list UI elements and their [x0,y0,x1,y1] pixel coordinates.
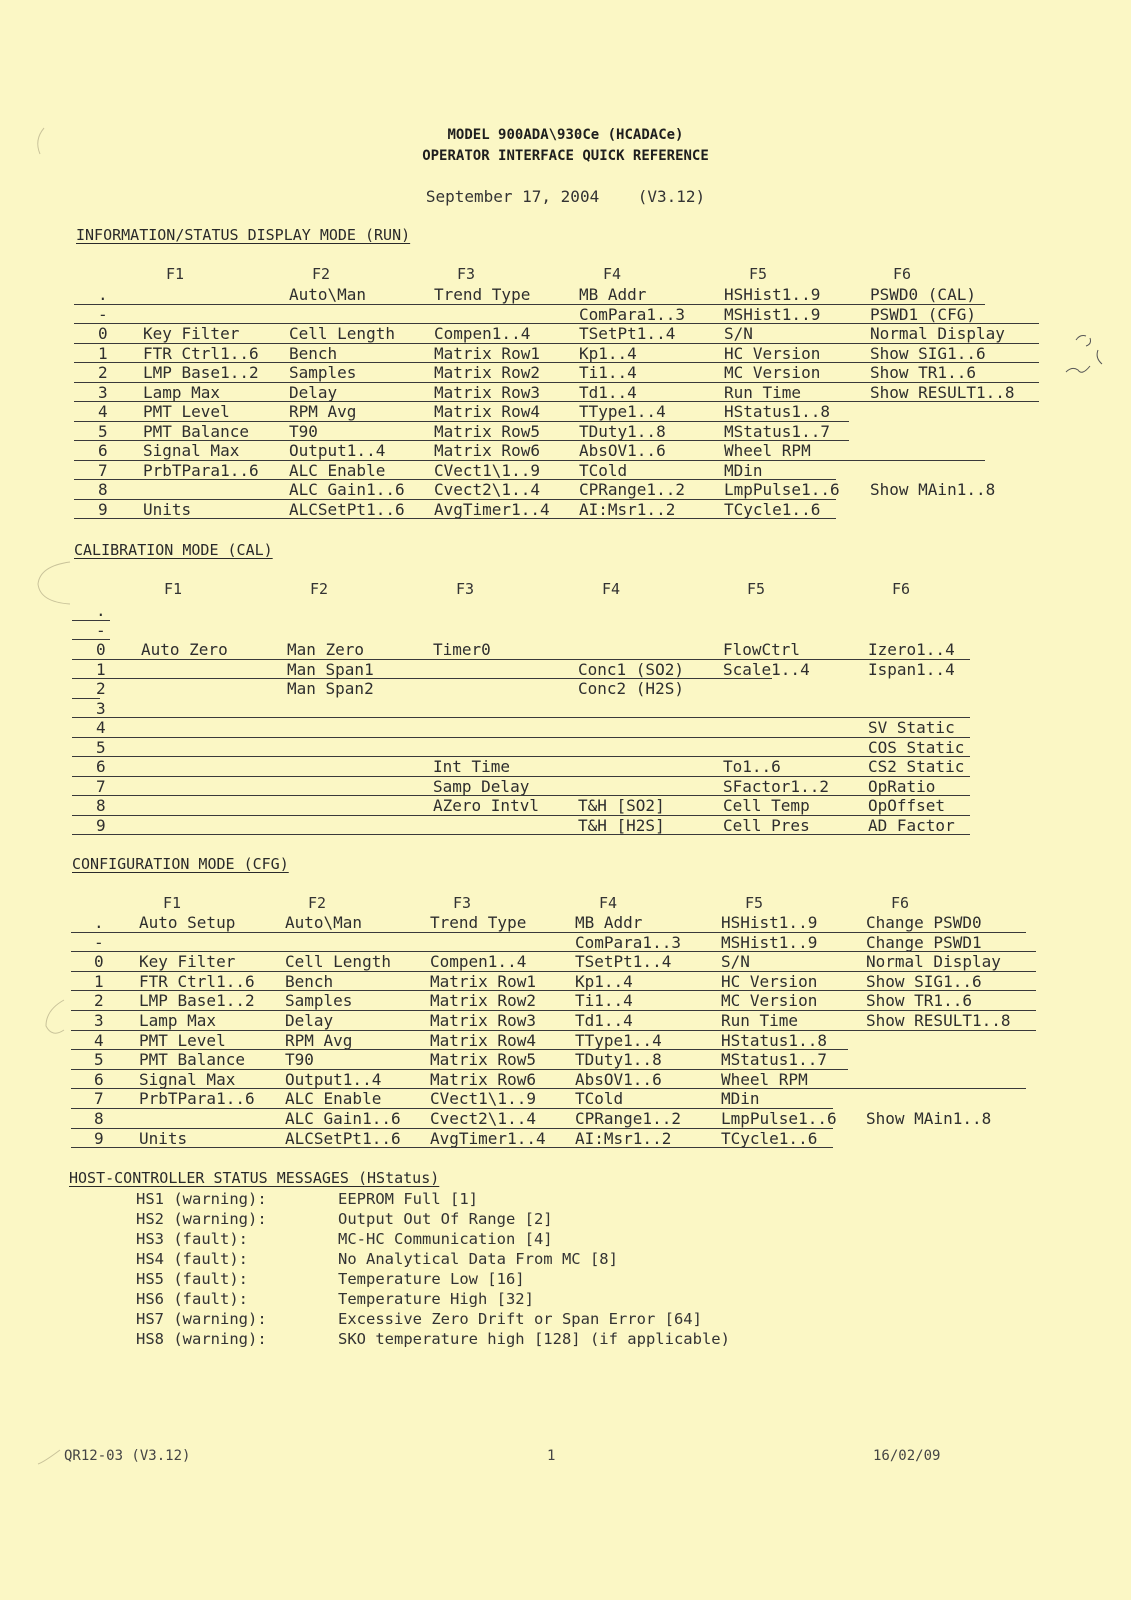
cal-cell: Man Span2 [287,679,374,698]
cfg-cell: Show SIG1..6 [866,971,982,991]
run-col-header: F1 [166,265,185,283]
cal-cell: Timer0 [433,640,491,659]
run-row-key: 8 [98,480,108,499]
run-cell: Bench [289,343,338,363]
run-cell: MDin [724,460,763,480]
run-row-key: 4 [98,402,108,421]
run-cell: ALC Enable [289,460,386,480]
cfg-cell: Matrix Row4 [430,1030,536,1050]
hstatus-code: HS8 (warning): [136,1330,267,1348]
cfg-cell: MSHist1..9 [721,932,818,952]
run-cell: S/N [724,324,753,343]
cal-cell: OpRatio [868,776,936,796]
hstatus-text: EEPROM Full [1] [338,1190,478,1208]
cfg-col-header: F4 [599,894,618,912]
cal-row-key: 1 [96,659,106,679]
hstatus-text: Excessive Zero Drift or Span Error [64] [338,1310,702,1328]
run-cell: Matrix Row5 [434,421,540,441]
cfg-row-key: 6 [94,1069,104,1089]
cal-cell: AD Factor [868,815,955,835]
scan-mark [38,128,44,154]
cfg-cell: Change PSWD1 [866,932,982,952]
cfg-col-header: F3 [453,894,472,912]
run-cell: HSHist1..9 [724,285,821,304]
cal-cell: Izero1..4 [868,640,955,659]
cfg-heading: CONFIGURATION MODE (CFG) [72,855,289,873]
run-cell: TType1..4 [579,402,666,421]
handwritten-mark [1066,336,1102,373]
cfg-cell: PMT Balance [139,1050,245,1070]
cfg-row-key: 2 [94,991,104,1011]
run-cell: MC Version [724,363,821,382]
run-cell: PrbTPara1..6 [143,460,259,480]
cal-cell: T&H [H2S] [578,815,665,835]
run-cell: MSHist1..9 [724,304,821,324]
run-cell: Lamp Max [143,382,221,402]
run-cell: Wheel RPM [724,441,811,460]
cal-heading: CALIBRATION MODE (CAL) [74,541,273,559]
run-cell: TDuty1..8 [579,421,666,441]
cfg-cell: AI:Msr1..2 [575,1128,672,1148]
hstatus-code: HS3 (fault): [136,1230,248,1248]
run-cell: T90 [289,421,318,441]
run-cell: Kp1..4 [579,343,637,363]
cal-row-key: - [96,620,106,640]
scan-mark [38,562,70,604]
run-cell: Normal Display [870,324,1005,343]
run-cell: Matrix Row4 [434,402,540,421]
cfg-cell: Auto Setup [139,913,236,932]
run-row-key: 9 [98,499,108,519]
cal-row-key: 8 [96,796,106,815]
cfg-row-key: 7 [94,1089,104,1109]
cfg-cell: TSetPt1..4 [575,952,672,972]
cfg-cell: FTR Ctrl1..6 [139,971,255,991]
cfg-cell: Cell Length [285,952,391,972]
run-cell: AbsOV1..6 [579,441,666,460]
run-cell: PSWD1 (CFG) [870,304,976,324]
cal-cell: AZero Intvl [433,796,539,815]
cfg-cell: HStatus1..8 [721,1030,827,1050]
run-col-header: F3 [457,265,476,283]
cal-row-key: 6 [96,757,106,776]
footer-doc-id: QR12-03 (V3.12) [64,1448,191,1464]
hstatus-code: HS7 (warning): [136,1310,267,1328]
cfg-cell: MStatus1..7 [721,1050,827,1070]
cfg-row-key: 4 [94,1030,104,1050]
hstatus-text: No Analytical Data From MC [8] [338,1250,618,1268]
run-cell: AvgTimer1..4 [434,499,550,519]
run-cell: Trend Type [434,285,531,304]
cal-cell: FlowCtrl [723,640,801,659]
cfg-cell: PMT Level [139,1030,226,1050]
cfg-cell: Run Time [721,1011,799,1030]
cfg-row-key: . [94,913,104,932]
cal-row-key: 0 [96,640,106,659]
run-cell: MB Addr [579,285,647,304]
cfg-cell: Trend Type [430,913,527,932]
run-cell: CPRange1..2 [579,480,685,499]
title-line-1: MODEL 900ADA\930Ce (HCADACe) [447,127,684,143]
cfg-cell: ComPara1..3 [575,932,681,952]
hstatus-text: Temperature High [32] [338,1290,534,1308]
run-row-key: . [98,285,108,304]
run-cell: LmpPulse1..6 [724,480,840,499]
run-cell: MStatus1..7 [724,421,830,441]
run-cell: Matrix Row3 [434,382,540,402]
run-cell: ComPara1..3 [579,304,685,324]
run-cell: Ti1..4 [579,363,637,382]
cal-col-header: F2 [310,580,329,598]
cfg-cell: Auto\Man [285,913,363,932]
cfg-cell: TType1..4 [575,1030,662,1050]
hstatus-code: HS6 (fault): [136,1290,248,1308]
run-cell: ALC Gain1..6 [289,480,405,499]
cfg-col-header: F6 [891,894,910,912]
hstatus-text: Output Out Of Range [2] [338,1210,553,1228]
run-cell: Delay [289,382,338,402]
cal-row-key: 2 [96,679,106,698]
cfg-cell: MDin [721,1089,760,1109]
run-cell: Matrix Row2 [434,363,540,382]
run-cell: HStatus1..8 [724,402,830,421]
run-cell: Key Filter [143,324,240,343]
cal-row-key: 7 [96,776,106,796]
cfg-cell: Show RESULT1..8 [866,1011,1011,1030]
run-cell: Samples [289,363,357,382]
hstatus-heading: HOST-CONTROLLER STATUS MESSAGES (HStatus) [69,1169,440,1187]
cfg-cell: Signal Max [139,1069,236,1089]
run-row-key: 1 [98,343,108,363]
hstatus-text: SKO temperature high [128] (if applicable) [338,1330,730,1348]
run-cell: Output1..4 [289,441,386,460]
cal-cell: Cell Pres [723,815,810,835]
run-cell: Show SIG1..6 [870,343,986,363]
cfg-col-header: F5 [745,894,764,912]
run-cell: Signal Max [143,441,240,460]
run-cell: HC Version [724,343,821,363]
run-col-header: F2 [312,265,331,283]
cfg-cell: TCycle1..6 [721,1128,818,1148]
cfg-cell: TCold [575,1089,624,1109]
run-cell: PSWD0 (CAL) [870,285,976,304]
cfg-cell: Cvect2\1..4 [430,1109,536,1128]
cfg-row-key: - [94,932,104,952]
run-cell: TCycle1..6 [724,499,821,519]
cal-row-key: 3 [96,698,106,718]
hstatus-text: Temperature Low [16] [338,1270,525,1288]
run-cell: Auto\Man [289,285,367,304]
run-col-header: F6 [893,265,912,283]
run-row-key: 5 [98,421,108,441]
cfg-cell: AbsOV1..6 [575,1069,662,1089]
cfg-cell: Key Filter [139,952,236,972]
cal-cell: SV Static [868,718,955,737]
cfg-col-header: F1 [163,894,182,912]
cfg-cell: AvgTimer1..4 [430,1128,546,1148]
run-cell: Units [143,499,192,519]
cal-cell: Man Span1 [287,659,374,679]
cfg-cell: Matrix Row1 [430,971,536,991]
cal-cell: To1..6 [723,757,781,776]
run-cell: Matrix Row6 [434,441,540,460]
run-cell: LMP Base1..2 [143,363,259,382]
cal-row-key: 5 [96,737,106,757]
cfg-cell: Td1..4 [575,1011,633,1030]
cfg-cell: Show MAin1..8 [866,1109,992,1128]
cfg-cell: Matrix Row5 [430,1050,536,1070]
run-row-key: 0 [98,324,108,343]
cal-cell: Ispan1..4 [868,659,955,679]
cal-cell: Scale1..4 [723,659,810,679]
cal-cell: Auto Zero [141,640,228,659]
cal-cell: COS Static [868,737,965,757]
run-cell: Cvect2\1..4 [434,480,540,499]
date-line: September 17, 2004 (V3.12) [425,187,706,206]
run-row-key: 6 [98,441,108,460]
hstatus-code: HS5 (fault): [136,1270,248,1288]
cfg-cell: RPM Avg [285,1030,353,1050]
run-col-header: F4 [603,265,622,283]
cfg-cell: Samples [285,991,353,1011]
cfg-cell: Matrix Row2 [430,991,536,1011]
cfg-row-key: 8 [94,1109,104,1128]
cfg-cell: Matrix Row6 [430,1069,536,1089]
run-heading: INFORMATION/STATUS DISPLAY MODE (RUN) [76,226,411,244]
cal-cell: Conc1 (SO2) [578,659,684,679]
run-row-key: 3 [98,382,108,402]
cfg-cell: Change PSWD0 [866,913,982,932]
cfg-cell: Bench [285,971,334,991]
cfg-cell: HC Version [721,971,818,991]
cfg-cell: Ti1..4 [575,991,633,1011]
run-cell: PMT Balance [143,421,249,441]
run-cell: Show RESULT1..8 [870,382,1015,402]
cal-col-header: F6 [892,580,911,598]
hstatus-text: MC-HC Communication [4] [338,1230,553,1248]
footer-print-date: 16/02/09 [873,1448,941,1464]
cal-cell: Samp Delay [433,776,530,796]
cal-cell: Man Zero [287,640,365,659]
run-cell: Show MAin1..8 [870,480,996,499]
run-cell: Show TR1..6 [870,363,976,382]
cal-cell: CS2 Static [868,757,965,776]
cfg-cell: Show TR1..6 [866,991,972,1011]
cfg-cell: Delay [285,1011,334,1030]
hstatus-code: HS2 (warning): [136,1210,267,1228]
run-cell: Compen1..4 [434,324,531,343]
cal-col-header: F3 [456,580,475,598]
cfg-cell: Output1..4 [285,1069,382,1089]
hstatus-code: HS4 (fault): [136,1250,248,1268]
run-cell: Cell Length [289,324,395,343]
cfg-row-key: 3 [94,1011,104,1030]
cfg-cell: LMP Base1..2 [139,991,255,1011]
cal-cell: Cell Temp [723,796,810,815]
cal-col-header: F4 [602,580,621,598]
cfg-cell: S/N [721,952,750,972]
run-col-header: F5 [749,265,768,283]
title-line-2: OPERATOR INTERFACE QUICK REFERENCE [422,148,709,164]
cfg-cell: Compen1..4 [430,952,527,972]
run-row-key: - [98,304,108,324]
run-cell: Matrix Row1 [434,343,540,363]
run-row-key: 7 [98,460,108,480]
run-cell: AI:Msr1..2 [579,499,676,519]
cfg-cell: PrbTPara1..6 [139,1089,255,1109]
cfg-cell: MB Addr [575,913,643,932]
cfg-col-header: F2 [308,894,327,912]
cal-cell: SFactor1..2 [723,776,829,796]
scan-mark [46,1000,64,1033]
footer-page-number: 1 [547,1448,556,1464]
cal-cell: Int Time [433,757,511,776]
cal-row-key: 9 [96,815,106,835]
cfg-row-key: 0 [94,952,104,972]
cfg-cell: Kp1..4 [575,971,633,991]
cfg-cell: LmpPulse1..6 [721,1109,837,1128]
cfg-cell: Units [139,1128,188,1148]
run-cell: PMT Level [143,402,230,421]
cfg-row-key: 9 [94,1128,104,1148]
cal-col-header: F1 [164,580,183,598]
run-cell: CVect1\1..9 [434,460,540,480]
cal-row-key: 4 [96,718,106,737]
cfg-cell: CVect1\1..9 [430,1089,536,1109]
cal-row-key: . [96,601,106,620]
cfg-cell: HSHist1..9 [721,913,818,932]
hstatus-code: HS1 (warning): [136,1190,267,1208]
cfg-cell: Wheel RPM [721,1069,808,1089]
cfg-cell: Lamp Max [139,1011,217,1030]
run-cell: Run Time [724,382,802,402]
cfg-cell: MC Version [721,991,818,1011]
cfg-cell: Normal Display [866,952,1001,972]
cfg-cell: T90 [285,1050,314,1070]
cfg-cell: ALCSetPt1..6 [285,1128,401,1148]
run-cell: RPM Avg [289,402,357,421]
cfg-row-key: 1 [94,971,104,991]
run-cell: FTR Ctrl1..6 [143,343,259,363]
run-cell: Td1..4 [579,382,637,402]
cal-cell: T&H [SO2] [578,796,665,815]
run-cell: TCold [579,460,628,480]
run-row-key: 2 [98,363,108,382]
run-cell: ALCSetPt1..6 [289,499,405,519]
cfg-cell: ALC Enable [285,1089,382,1109]
cfg-cell: Matrix Row3 [430,1011,536,1030]
cfg-cell: ALC Gain1..6 [285,1109,401,1128]
cal-col-header: F5 [747,580,766,598]
cfg-cell: CPRange1..2 [575,1109,681,1128]
cfg-cell: TDuty1..8 [575,1050,662,1070]
run-cell: TSetPt1..4 [579,324,676,343]
scan-mark [38,1450,60,1464]
cfg-row-key: 5 [94,1050,104,1070]
cal-cell: OpOffset [868,796,946,815]
cal-cell: Conc2 (H2S) [578,679,684,698]
